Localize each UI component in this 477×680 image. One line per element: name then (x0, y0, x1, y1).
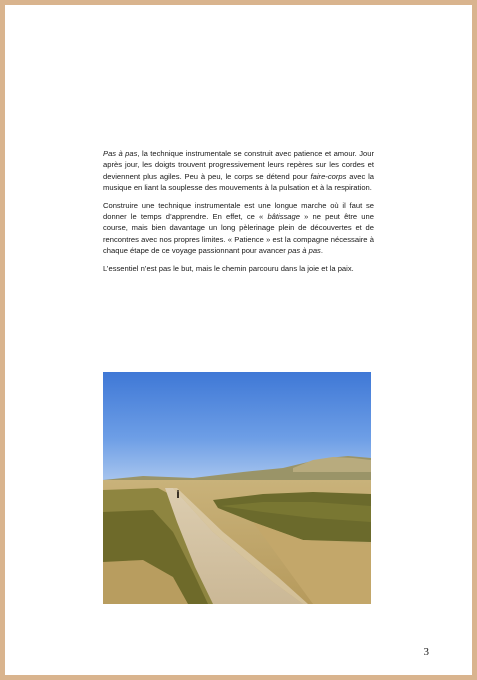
paragraph-1-text-a: , la technique instrumentale se construit avec patience et amour. Jour après jour, les doigts trouvent progressivement leurs repères sur les cordes et deviennent plus agiles. Peu à peu, le corps se détend pour (103, 149, 374, 181)
paragraph-2 (103, 200, 374, 257)
paragraph-2-text-c: . (320, 246, 323, 256)
landscape-photo (103, 372, 371, 604)
document-page (5, 5, 472, 675)
page-number: 3 (423, 646, 429, 658)
paragraph-3: L’essentiel n’est pas le but, mais le chemin parcouru dans la joie et la paix. (103, 263, 354, 273)
paragraph-1 (103, 148, 374, 194)
emphasis-pas-a-pas-2: pas à pas (287, 246, 321, 256)
emphasis-batissage: bâtissage (267, 212, 300, 222)
emphasis-faire-corps: faire-corps (310, 171, 347, 181)
paragraph-1-text-b: avec la musique en liant la souplesse des mouvements à la pulsation et à la respiration. (103, 171, 375, 193)
body-text (103, 148, 374, 280)
emphasis-pas-a-pas: Pas à pas (103, 149, 138, 158)
paragraph-2-text-a: Construire une technique instrumentale est une longue marche où il faut se donner le temps d’apprendre. En effet, ce « (103, 200, 374, 222)
paragraph-2-text-b: » ne peut être une course, mais bien davantage un long pèlerinage plein de découvertes et de rencontres avec nos propres limites. « Patience » est la compagne nécessaire à chaque étape de ce voyage passionnant pour avancer (103, 212, 374, 256)
